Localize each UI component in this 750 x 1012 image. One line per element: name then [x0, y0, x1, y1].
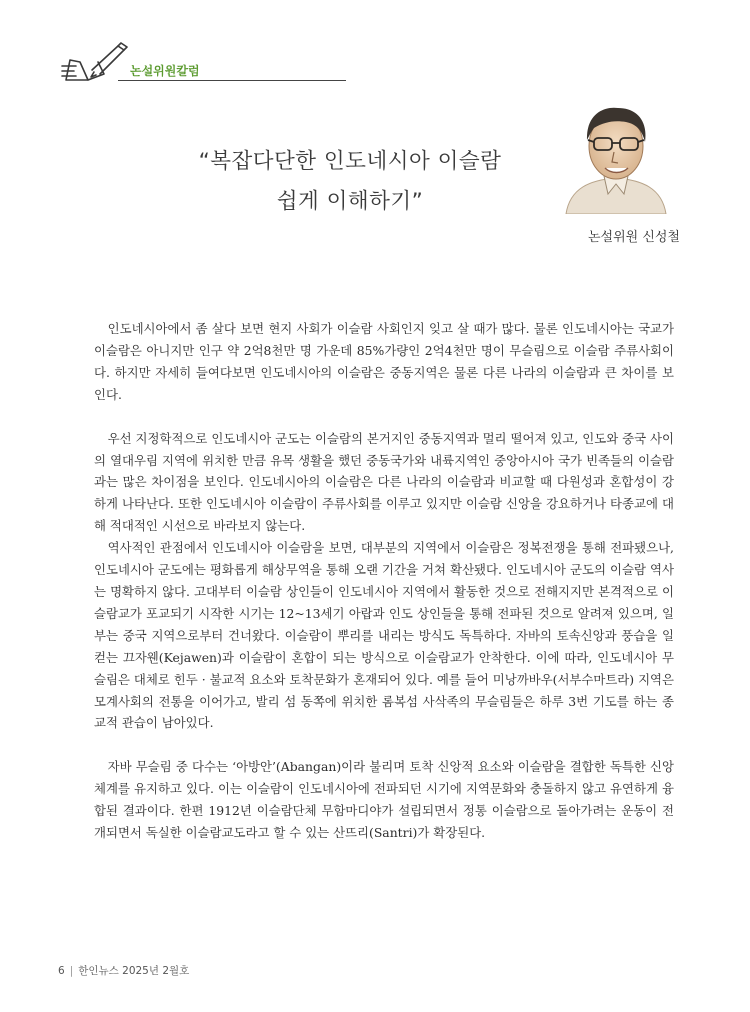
header-divider: [118, 80, 346, 81]
section-label: 논설위원칼럼: [130, 64, 200, 78]
author-portrait: [556, 96, 676, 218]
page-footer: 6 | 한인뉴스 2025년 2월호: [58, 965, 190, 977]
title-line-1: “복잡다단한 인도네시아 이슬람: [198, 149, 502, 174]
author-byline: 논설위원 신성철: [587, 230, 680, 245]
writing-hand-icon: [58, 40, 138, 84]
column-header: [58, 40, 346, 84]
publication-name: 한인뉴스 2025년 2월호: [78, 965, 190, 977]
paragraph: 우선 지정학적으로 인도네시아 군도는 이슬람의 본거지인 중동지역과 멀리 떨어져 있고, 인도와 중국 사이의 열대우림 지역에 위치한 만큼 유목 생활을 했던 중동국가와 내륙지역인 중앙아시아 국가 빈족들의 이슬람과는 많은 차이점을 보인다. 인도네시아의 이슬람은 다른 나라의 이슬람과 비교할 때 다원성과 혼합성이 강하게 나타난다. 또한 인도네시아 이슬람이 주류사회를 이루고 있지만 이슬람 신앙을 강요하거나 타종교에 대해 적대적인 시선으로 바라보지 않는다.: [94, 430, 674, 534]
paragraph: 역사적인 관점에서 인도네시아 이슬람을 보면, 대부분의 지역에서 이슬람은 정복전쟁을 통해 전파됐으나, 인도네시아 군도에는 평화롭게 해상무역을 통해 오랜 기간을 거쳐 확산됐다. 인도네시아 군도의 이슬람 역사는 명확하지 않다. 고대부터 이슬람 상인들이 인도네시아 지역에서 활동한 것으로 전해지지만 본격적으로 이슬람교가 포교되기 시작한 시기는 12~13세기 아랍과 인도 상인들을 통해 전파된 것으로 알려져 있으며, 일부는 중국 지역으로부터 건너왔다. 이슬람이 뿌리를 내리는 방식도 독특하다. 자바의 토속신앙과 풍습을 일컫는 끄자웬(Kejawen)과 이슬람이 혼합이 되는 방식으로 이슬람교가 안착한다. 이에 따라, 인도네시아 무슬림은 대체로 힌두 · 불교적 요소와 토착문화가 혼재되어 있다. 예를 들어 미낭까바우(서부수마트라) 지역은 모계사회의 전통을 이어가고, 발리 섬 동쪽에 위치한 롬복섬 사삭족의 무슬림들은 하루 3번 기도를 하는 종교적 관습이 남아있다.: [94, 540, 674, 731]
page-number: 6: [58, 965, 65, 977]
title-line-2: 쉽게 이해하기”: [276, 189, 424, 214]
paragraph: 인도네시아에서 좀 살다 보면 현지 사회가 이슬람 사회인지 잊고 살 때가 많다. 물론 인도네시아는 국교가 이슬람은 아니지만 인구 약 2억8천만 명 가운데 85%가량인 2억4천만 명이 무슬림으로 이슬람 주류사회이다. 하지만 자세히 들여다보면 인도네시아의 이슬람은 중동지역은 물론 다른 나라의 이슬람과 큰 차이를 보인다.: [94, 321, 674, 402]
paragraph: 자바 무슬림 중 다수는 ‘아방안’(Abangan)이라 불리며 토착 신앙적 요소와 이슬람을 결합한 독특한 신앙 체계를 유지하고 있다. 이는 이슬람이 인도네시아에 전파되던 시기에 지역문화와 충돌하지 않고 유연하게 융합된 결과이다. 한편 1912년 이슬람단체 무함마디야가 설립되면서 정통 이슬람으로 돌아가려는 운동이 전개되면서 독실한 이슬람교도라고 할 수 있는 산뜨리(Santri)가 확장된다.: [94, 759, 674, 841]
article-body: [94, 318, 674, 866]
article-title: [150, 142, 550, 222]
